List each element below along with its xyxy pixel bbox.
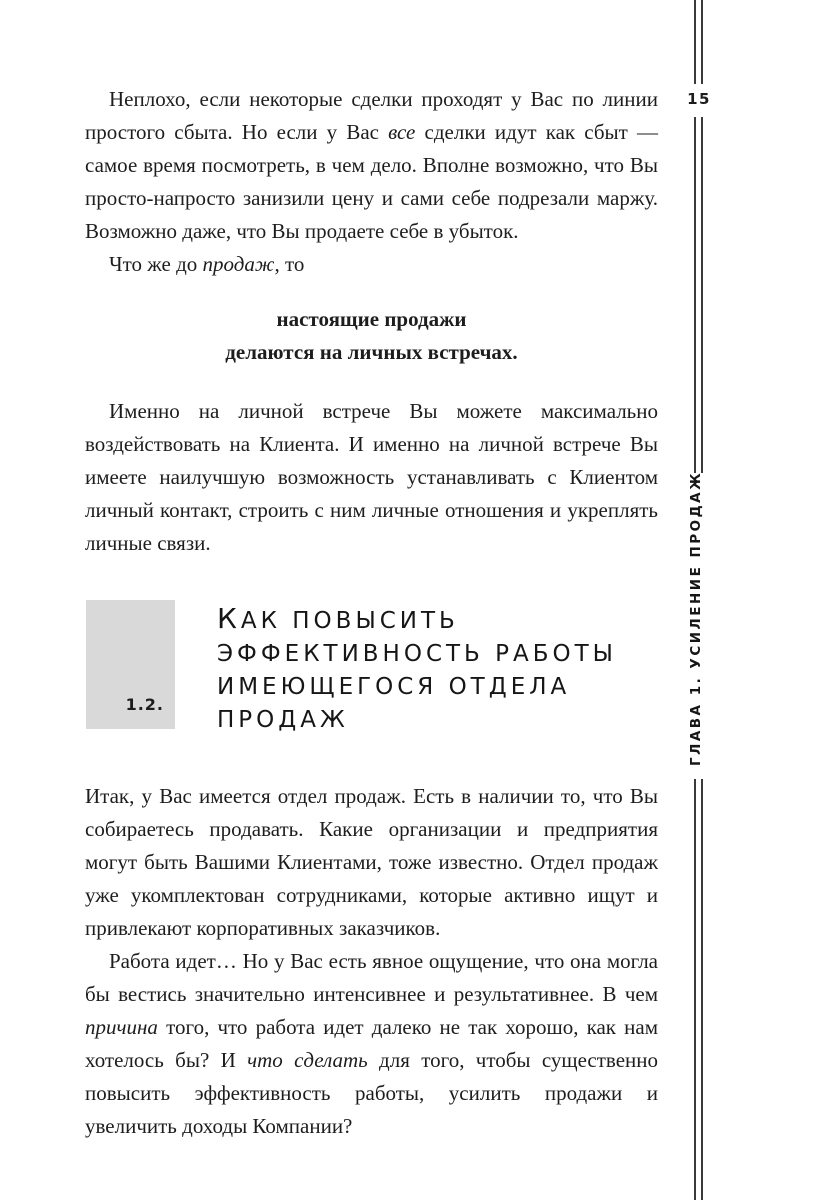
emphasized-text: все bbox=[388, 120, 416, 144]
section-title-line: ИМЕЮЩЕГОСЯ ОТДЕЛА bbox=[217, 674, 571, 700]
paragraph bbox=[85, 395, 658, 560]
section-title-line: КАК ПОВЫСИТЬ bbox=[217, 602, 459, 635]
paragraph bbox=[85, 83, 658, 248]
text-run: Что же до bbox=[109, 252, 203, 276]
section-heading-block bbox=[85, 600, 658, 737]
section-number-box bbox=[86, 600, 175, 729]
emphasized-text: продаж bbox=[202, 252, 275, 276]
bold-callout bbox=[85, 303, 658, 369]
section-number: 1.2. bbox=[125, 695, 164, 714]
paragraph bbox=[85, 248, 658, 281]
callout-line: настоящие продажи bbox=[276, 307, 467, 331]
paragraph-group-top bbox=[85, 83, 658, 281]
paragraph-group-mid bbox=[85, 395, 658, 560]
text-run: того, что работа идет далеко не так хорошо, как нам хотелось бы? И bbox=[85, 1015, 658, 1072]
text-run: , то bbox=[274, 252, 305, 276]
margin-double-rule-middle bbox=[694, 117, 703, 473]
section-title-line: ПРОДАЖ bbox=[217, 707, 349, 733]
text-run: Именно на личной встрече Вы можете максимально воздействовать на Клиента. И именно на личной встрече Вы имеете наилучшую возможность устанавливать с Клиентом личный контакт, строить с ним личные отношения и укреплять личные связи. bbox=[85, 399, 658, 555]
text-run: Работа идет… Но у Вас есть явное ощущение, что она могла бы вестись значительно интенсивнее и результативнее. В чем bbox=[85, 949, 658, 1006]
margin-double-rule-bottom bbox=[694, 779, 703, 1200]
section-title-line: ЭФФЕКТИВНОСТЬ РАБОТЫ bbox=[217, 641, 617, 667]
chapter-running-head: ГЛАВА 1. УСИЛЕНИЕ ПРОДАЖ bbox=[688, 470, 704, 766]
text-run: Итак, у Вас имеется отдел продаж. Есть в наличии то, что Вы собираетесь продавать. Какие организации и предприятия могут быть Вашими Клиентами, тоже известно. Отдел продаж уже укомплектован сотрудниками, которые активно ищут и привлекают корпоративных заказчиков. bbox=[85, 784, 658, 940]
paragraph bbox=[85, 945, 658, 1143]
emphasized-text: что сделать bbox=[247, 1048, 368, 1072]
text-run: сделки идут как сбыт — самое время посмотреть, в чем дело. Вполне возможно, что Вы просто-напросто занизили цену и сами себе подрезали маржу. Возможно даже, что Вы продаете себе в убыток. bbox=[85, 120, 658, 243]
page-number: 15 bbox=[687, 90, 711, 108]
callout-line: делаются на личных встречах. bbox=[225, 340, 518, 364]
section-title bbox=[217, 600, 617, 737]
margin-double-rule-top bbox=[694, 0, 703, 84]
body-text-column bbox=[85, 83, 658, 1143]
text-run: для того, чтобы существенно повысить эффективность работы, усилить продажи и увеличить доходы Компании? bbox=[85, 1048, 658, 1138]
text-run: Неплохо, если некоторые сделки проходят у Вас по линии простого сбыта. Но если у Вас bbox=[85, 87, 658, 144]
emphasized-text: причина bbox=[85, 1015, 158, 1039]
paragraph-group-bottom bbox=[85, 780, 658, 1143]
paragraph bbox=[85, 780, 658, 945]
